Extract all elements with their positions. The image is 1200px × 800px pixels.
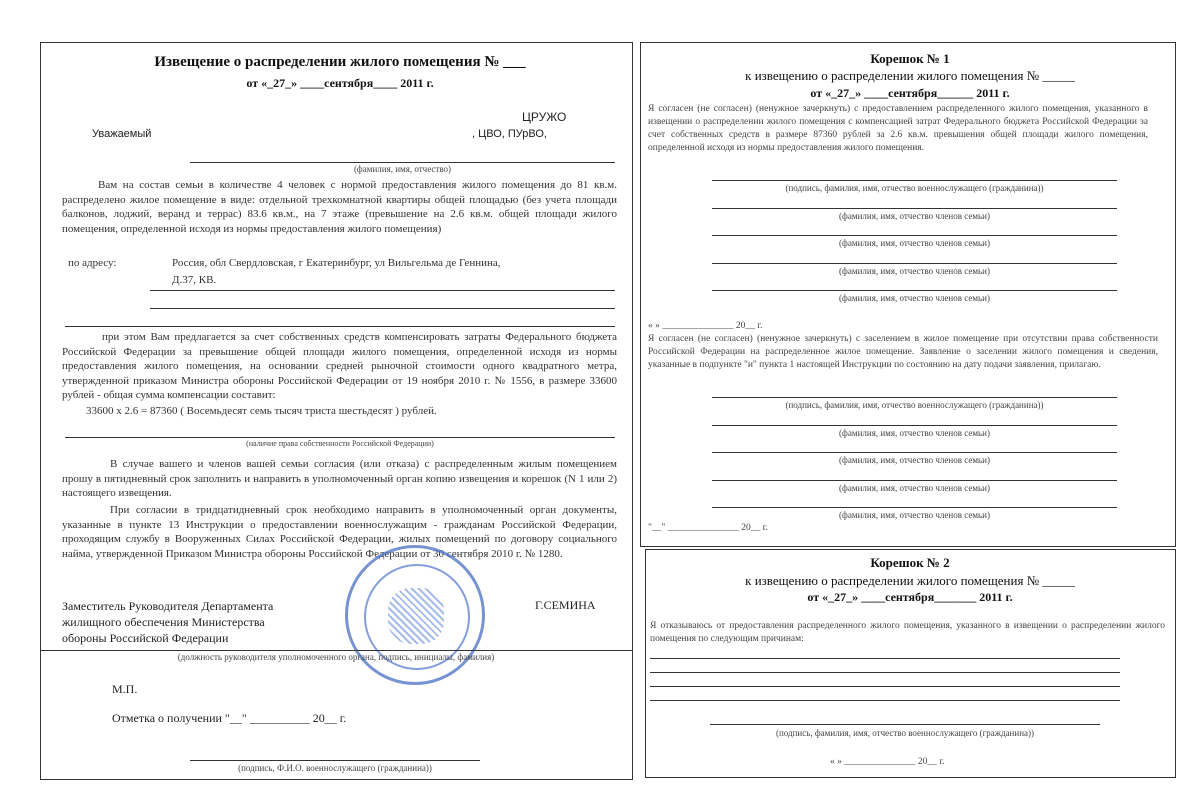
signature-line [712, 425, 1117, 426]
reason-line [650, 686, 1120, 687]
signature-line [712, 480, 1117, 481]
signature-caption: (подпись, фамилия, имя, отчество военнослужащего (гражданина)) [785, 400, 1044, 410]
signature-line [712, 235, 1117, 236]
signature-caption: (подпись, фамилия, имя, отчество военнослужащего (гражданина)) [785, 183, 1044, 193]
stub2-date-blank: « » _______________ 20__ г. [830, 757, 945, 767]
ownership-line [65, 437, 615, 438]
address-line-2: Д.37, КВ. [172, 274, 217, 286]
stub1-date-blank-2: "__" _______________ 20__ г. [648, 523, 768, 533]
stub1-paragraph-1: Я согласен (не согласен) (ненужное зачеркнуть) с предоставлением распределенного жилого помещения, указанного в извещении о распределении жилого помещения с компенсацией затрат Федерального бюджета Российской Федерации за счет собственных средств в размере 87360 рублей за 2.6 кв.м. превышения общей площади жилого помещения, определенной исходя из нормы предоставления жилого помещения. [648, 104, 1148, 153]
signature-line [712, 263, 1117, 264]
signature-line [712, 208, 1117, 209]
reason-line [650, 672, 1120, 673]
mp-label: М.П. [112, 682, 138, 696]
stub1-date-blank-1: « » _______________ 20__ г. [648, 321, 763, 331]
greeting: Уважаемый [92, 128, 152, 140]
notice-title: Извещение о распределении жилого помещения № ___ [154, 54, 526, 70]
address-line [150, 290, 615, 291]
stub1-title: Корешок № 1 [870, 51, 950, 66]
signature-caption: (фамилия, имя, отчество членов семьи) [839, 455, 990, 465]
address-label: по адресу: [68, 257, 117, 269]
notice-paragraph-2: при этом Вам предлагается за счет собственных средств компенсировать затраты Федерального бюджета Российской Федерации за превышение общей площади жилого помещения, определенной исходя из нормы предоставления жилого помещения, на основании средней рыночной стоимости одного квадратного метра, утвержденной приказом Министра обороны Российской Федерации от 19 ноября 2010 г. № 1556, в размере 33600 рублей - общая сумма компенсации составит: [62, 331, 617, 402]
greeting-suffix: , ЦВО, ПУрВО, [472, 128, 547, 140]
ownership-caption: (наличие права собственности Российской Федерации) [246, 439, 434, 448]
signer-position-line: жилищного обеспечения Министерства [62, 615, 265, 629]
official-stamp [345, 545, 485, 685]
signer-position [62, 598, 273, 646]
stub2-caption: (подпись, фамилия, имя, отчество военнослужащего (гражданина)) [775, 728, 1034, 738]
stub1-date: от «_27_» ____сентября______ 2011 г. [810, 86, 1010, 100]
stub2-paragraph: Я отказываюсь от предоставления распределенного жилого помещения, указанного в извещении о распределении жилого помещения по следующим причинам: [650, 621, 1165, 644]
stub2-subtitle: к извещению о распределении жилого помещения № _____ [745, 573, 1075, 588]
signature-line [712, 452, 1117, 453]
address-line-1: Россия, обл Свердловская, г Екатеринбург, ул Вильгельма де Геннина, [172, 257, 501, 269]
signature-line [712, 507, 1117, 508]
address-line-extra [150, 308, 615, 309]
separator-line [65, 326, 615, 327]
signer-line [40, 650, 632, 651]
signature-line [712, 180, 1117, 181]
signature-caption: (фамилия, имя, отчество членов семьи) [839, 293, 990, 303]
org-name: ЦРУЖО [522, 110, 567, 124]
calculation: 33600 x 2.6 = 87360 ( Восемьдесят семь тысяч триста шестьдесят ) рублей. [86, 405, 437, 417]
signature-caption: (фамилия, имя, отчество членов семьи) [839, 210, 990, 221]
receipt-line [190, 760, 480, 761]
notice-paragraph-3: В случае вашего и членов вашей семьи согласия (или отказа) с распределенным жилым помещением прошу в пятидневный срок заполнить и направить в уполномоченный орган копию извещения и корешок (N 1 или 2) настоящего извещения. [62, 458, 617, 500]
fio-caption: (фамилия, имя, отчество) [353, 164, 452, 174]
reason-line [650, 700, 1120, 701]
notice-date: от «_27_» ____сентября____ 2011 г. [246, 76, 434, 90]
signature-caption: (фамилия, имя, отчество членов семьи) [839, 510, 990, 520]
stub2-signature-line [710, 724, 1100, 725]
receipt-mark: Отметка о получении "__" __________ 20__ г. [112, 711, 347, 725]
fio-line [190, 162, 615, 163]
stub2-date: от «_27_» ____сентября_______ 2011 г. [807, 590, 1013, 604]
stub2-title: Корешок № 2 [870, 555, 950, 570]
signature-caption: (фамилия, имя, отчество членов семьи) [839, 427, 990, 438]
signer-position-line: Заместитель Руководителя Департамента [62, 599, 274, 613]
notice-paragraph-1: Вам на состав семьи в количестве 4 человек с нормой предоставления жилого помещения до 81 кв.м. распределено жилое помещение в виде: отдельной трехкомнатной квартиры общей площадью (без учета площади балконов, лоджий, веранд и террас) 83.6 кв.м., на 7 этаже (превышение на 2.6 кв.м. общей площади жилого помещения, определенной исходя из нормы предоставления жилого помещения) [62, 179, 617, 235]
signature-line [712, 290, 1117, 291]
receipt-caption: (подпись, Ф.И.О. военнослужащего (гражданина)) [238, 763, 432, 773]
signature-line [712, 397, 1117, 398]
signature-caption: (фамилия, имя, отчество членов семьи) [839, 238, 990, 248]
signer-position-line: обороны Российской Федерации [62, 631, 229, 645]
reason-line [650, 658, 1120, 659]
signature-caption: (фамилия, имя, отчество членов семьи) [839, 265, 990, 276]
stub1-paragraph-2: Я согласен (не согласен) (ненужное зачеркнуть) с заселением в жилое помещение при отсутствии права собственности Российской Федерации на распределенное жилое помещение. Заявление о заселении жилого помещения и сведения, указанные в подпункте "и" пункта 1 настоящей Инструкции по состоянию на дату подачи заявления, прилагаю. [648, 334, 1158, 370]
signer-name: Г.СЕМИНА [535, 598, 596, 612]
notice-paragraph-4: При согласии в тридцатидневный срок необходимо направить в уполномоченный орган документы, указанные в пункте 13 Инструкции о предоставлении военнослужащим - гражданам Российской Федерации, проходящим службу в Вооруженных Силах Российской Федерации, жилых помещений по договору социального найма, утвержденной Приказом Министра обороны Российской Федерации от 30 сентября 2010 г. № 1280. [62, 504, 617, 560]
signer-caption: (должность руководителя уполномоченного органа, подпись, инициалы, фамилия) [177, 652, 495, 662]
signature-caption: (фамилия, имя, отчество членов семьи) [839, 482, 990, 493]
stub1-subtitle: к извещению о распределении жилого помещения № _____ [745, 68, 1075, 83]
